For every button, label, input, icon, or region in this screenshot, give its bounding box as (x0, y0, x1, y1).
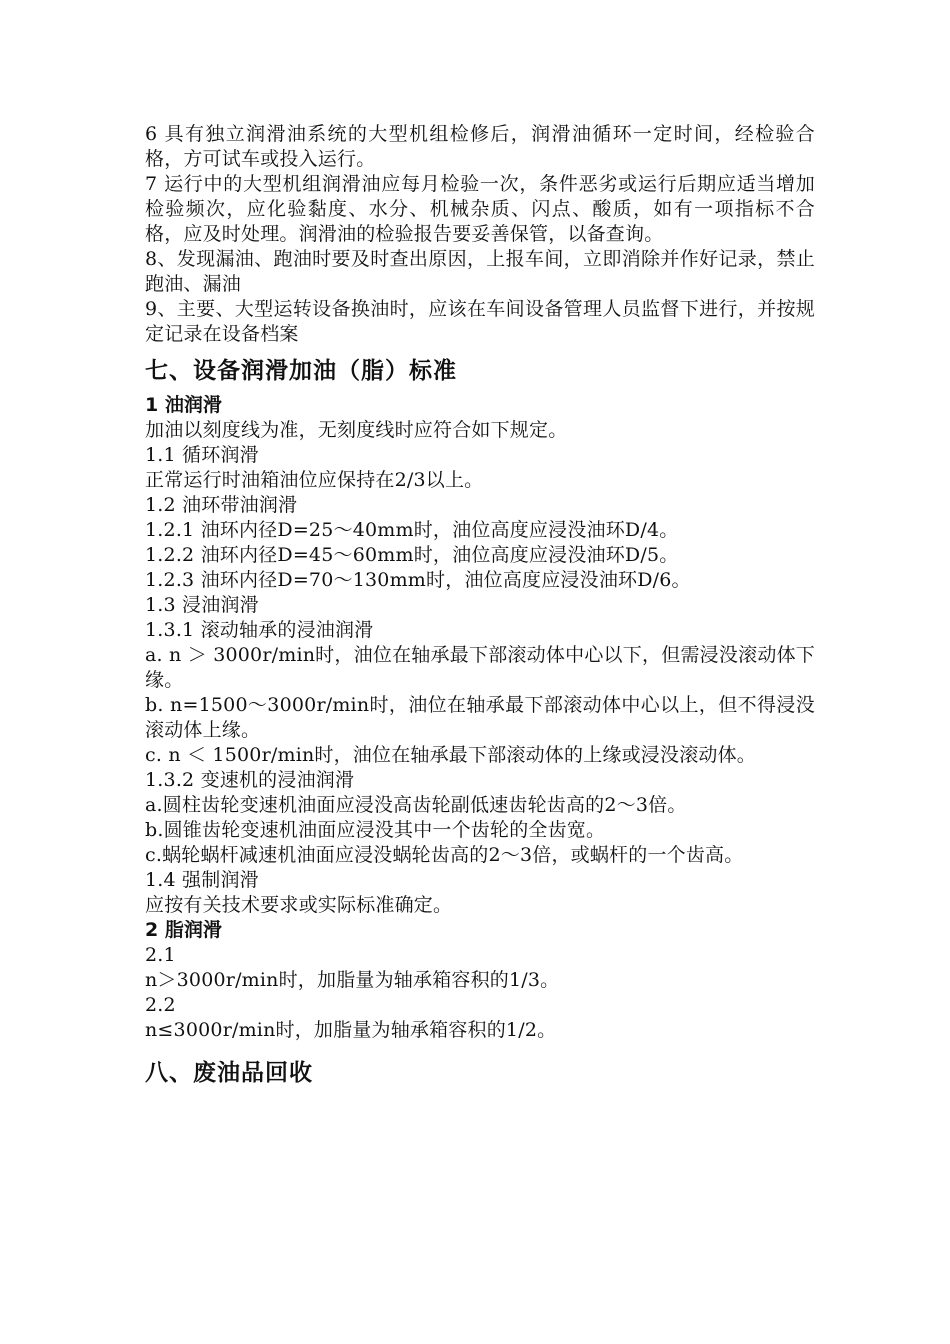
gearbox-rule-b: b.圆锥齿轮变速机油面应浸没其中一个齿轮的全齿宽。 (145, 819, 606, 841)
grease-rule-1-text: n＞3000r/min时，加脂量为轴承箱容积的1/3。 (145, 969, 560, 991)
paragraph-item-9: 9、主要、大型运转设备换油时，应该在车间设备管理人员监督下进行，并按规定记录在设备档案 (145, 298, 815, 345)
forced-lubrication-text: 应按有关技术要求或实际标准确定。 (145, 894, 453, 916)
gearbox-immersion-title: 1.3.2 变速机的浸油润滑 (145, 769, 355, 791)
grease-rule-2-number: 2.2 (145, 994, 176, 1016)
rolling-bearing-rule-c: c. n ＜ 1500r/min时，油位在轴承最下部滚动体的上缘或浸没滚动体。 (145, 744, 757, 766)
paragraph-item-6: 6 具有独立润滑油系统的大型机组检修后，润滑油循环一定时间，经检验合格，方可试车或投入运行。 (145, 123, 815, 170)
rolling-bearing-rule-b: b. n=1500～3000r/min时，油位在轴承最下部滚动体中心以上，但不得浸没滚动体上缘。 (145, 694, 815, 741)
rolling-bearing-title: 1.3.1 滚动轴承的浸油润滑 (145, 619, 374, 641)
gearbox-rule-c: c.蜗轮蜗杆减速机油面应浸没蜗轮齿高的2～3倍，或蜗杆的一个齿高。 (145, 844, 744, 866)
subsection-heading-oil-lubrication: 1 油润滑 (145, 394, 222, 416)
oil-ring-rule-2: 1.2.2 油环内径D=45～60mm时，油位高度应浸没油环D/5。 (145, 544, 679, 566)
oil-ring-rule-1: 1.2.1 油环内径D=25～40mm时，油位高度应浸没油环D/4。 (145, 519, 679, 541)
section-heading-7: 七、设备润滑加油（脂）标准 (145, 358, 457, 384)
paragraph-item-8: 8、发现漏油、跑油时要及时查出原因，上报车间，立即消除并作好记录，禁止跑油、漏油 (145, 248, 815, 295)
forced-lubrication-title: 1.4 强制润滑 (145, 869, 259, 891)
immersion-lubrication-title: 1.3 浸油润滑 (145, 594, 259, 616)
circulation-lubrication-title: 1.1 循环润滑 (145, 444, 259, 466)
grease-rule-1-number: 2.1 (145, 944, 176, 966)
subsection-heading-grease-lubrication: 2 脂润滑 (145, 919, 222, 941)
rolling-bearing-rule-a: a. n ＞ 3000r/min时，油位在轴承最下部滚动体中心以下，但需浸没滚动体下缘。 (145, 644, 815, 691)
grease-rule-2-text: n≤3000r/min时，加脂量为轴承箱容积的1/2。 (145, 1019, 557, 1041)
section-heading-8: 八、废油品回收 (145, 1060, 313, 1086)
gearbox-rule-a: a.圆柱齿轮变速机油面应浸没高齿轮副低速齿轮齿高的2～3倍。 (145, 794, 687, 816)
oil-ring-lubrication-title: 1.2 油环带油润滑 (145, 494, 298, 516)
paragraph-item-7: 7 运行中的大型机组润滑油应每月检验一次，条件恶劣或运行后期应适当增加检验频次，应化验黏度、水分、机械杂质、闪点、酸质，如有一项指标不合格，应及时处理。润滑油的检验报告要妥善保管，以备查询。 (145, 173, 815, 245)
oil-ring-rule-3: 1.2.3 油环内径D=70～130mm时，油位高度应浸没油环D/6。 (145, 569, 691, 591)
oil-intro-text: 加油以刻度线为准，无刻度线时应符合如下规定。 (145, 419, 568, 441)
circulation-lubrication-text: 正常运行时油箱油位应保持在2/3以上。 (145, 469, 484, 491)
document-page (145, 122, 815, 1095)
